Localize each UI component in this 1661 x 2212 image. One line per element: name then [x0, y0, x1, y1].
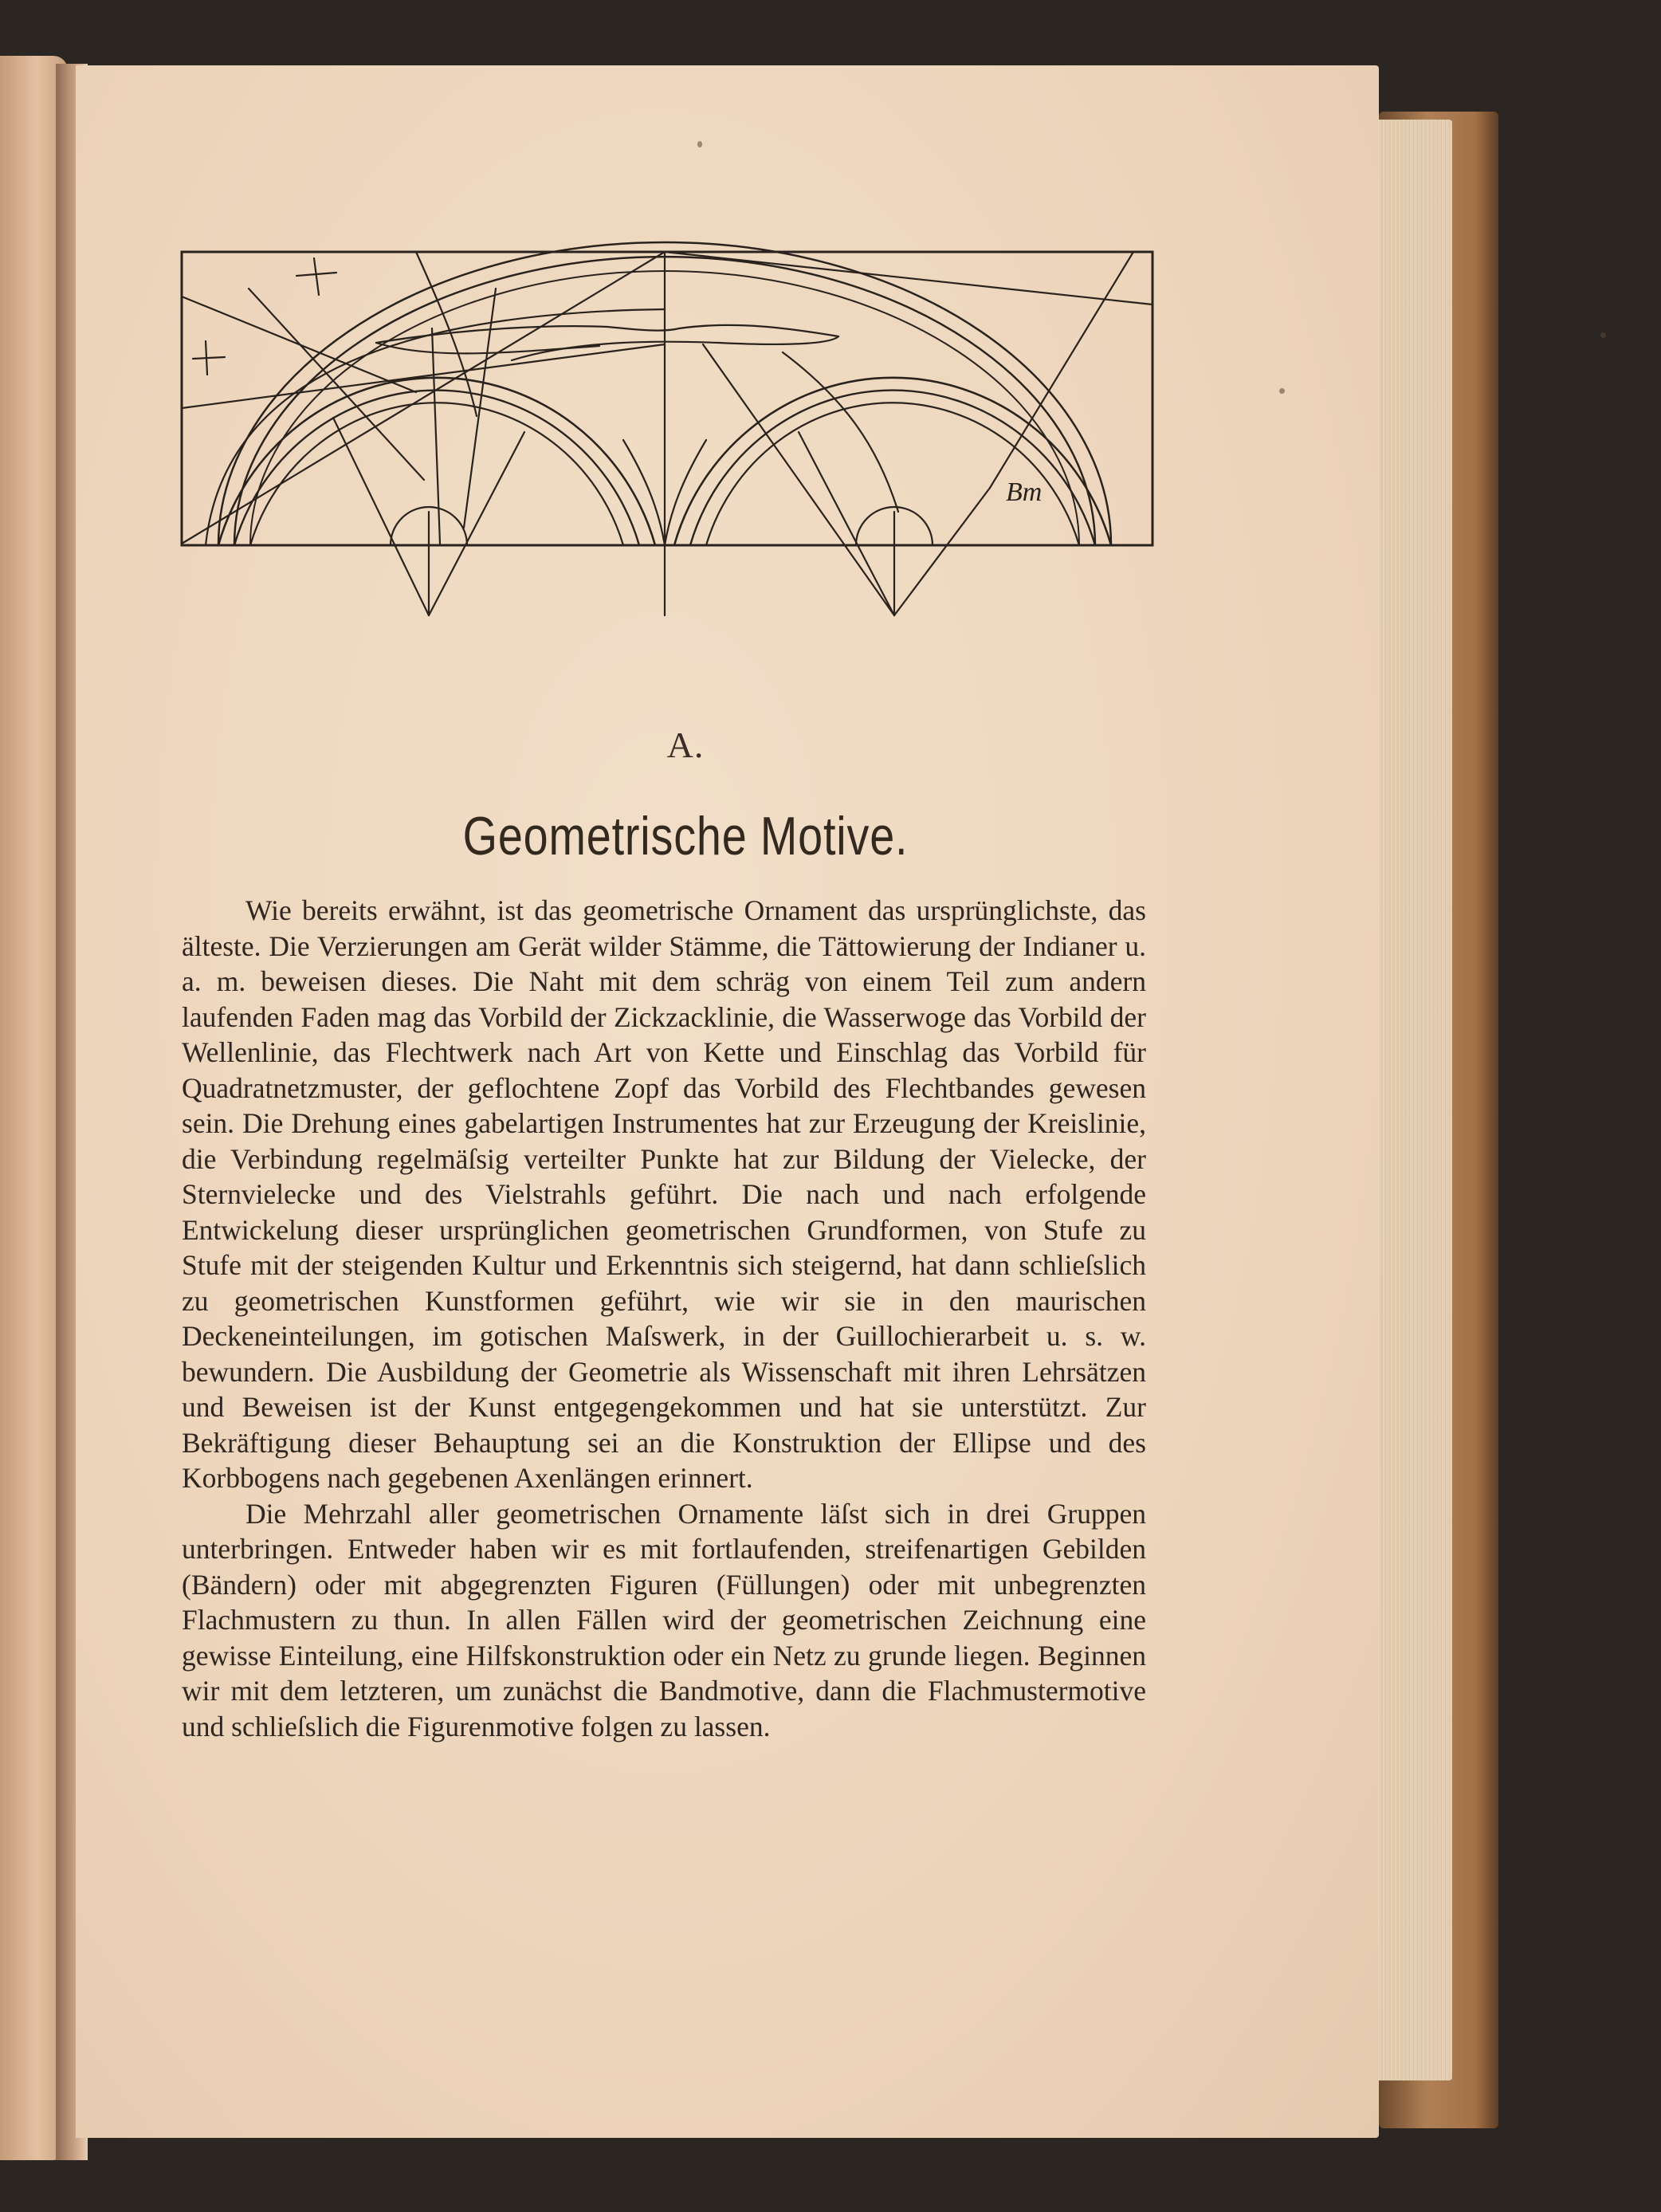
- page-speck: [1600, 332, 1606, 338]
- paragraph: Wie bereits erwähnt, ist das geometrische Ornament das ursprünglichste, das älteste. Die Verzierungen am Gerät wilder Stämme, die Tättowierung der Indianer u. a. m. beweisen dieses. Die Naht mit dem schräg von einem Teil zum andern laufenden Faden mag das Vorbild der Zickzacklinie, die Wasserwoge das Vorbild der Wellenlinie, das Flechtwerk nach Art von Kette und Einschlag das Vorbild für Quadratnetzmuster, der geflochtene Zopf das Vorbild des Flechtbandes gewesen sein. Die Drehung eines gabelartigen Instrumentes hat zur Erzeugung der Kreislinie, die Verbindung regelmäſsig verteilter Punkte hat zur Bildung der Vielecke, der Sternvielecke und des Vielstrahls geführt. Die nach und nach erfolgende Entwickelung dieser ursprünglichen geometrischen Grundformen, von Stufe zu Stufe mit der steigenden Kultur und Erkenntnis sich steigernd, hat dann schlieſslich zu geometrischen Kunstformen geführt, wie wir sie in den maurischen Deckeneinteilungen, im gotischen Maſswerk, in der Guillochierarbeit u. s. w. bewundern. Die Ausbildung der Geometrie als Wissenschaft mit ihren Lehrsätzen und Beweisen ist der Kunst entgegengekommen und hat sie unterstützt. Zur Bekräftigung dieser Behauptung sei an die Konstruktion der Ellipse und des Korbbogens nach gegebenen Axenlängen erinnert.: [182, 894, 1146, 1494]
- paragraph: Die Mehrzahl aller geometrischen Ornamente läſst sich in drei Gruppen unterbringen. Entweder haben wir es mit fortlaufenden, streifenartigen Gebilden (Bändern) oder mit abgegrenzten Figuren (Füllungen) oder mit unbegrenzten Flachmustern zu thun. In allen Fällen wird der geometrischen Zeichnung eine gewisse Einteilung, eine Hilfskonstruktion oder ein Netz zu grunde liegen. Beginnen wir mit dem letzteren, um zunächst die Bandmotive, dann die Flachmustermotive und schlieſslich die Figurenmotive folgen zu lassen.: [182, 1497, 1146, 1742]
- page-speck: [1279, 388, 1285, 394]
- section-title: Geometrische Motive.: [462, 806, 909, 866]
- page-speck: [697, 141, 702, 147]
- gothic-arch-construction-figure: [177, 241, 1157, 623]
- body-text: [182, 893, 1146, 1744]
- section-letter: A.: [666, 725, 705, 765]
- figure-signature: Bm: [1006, 477, 1043, 507]
